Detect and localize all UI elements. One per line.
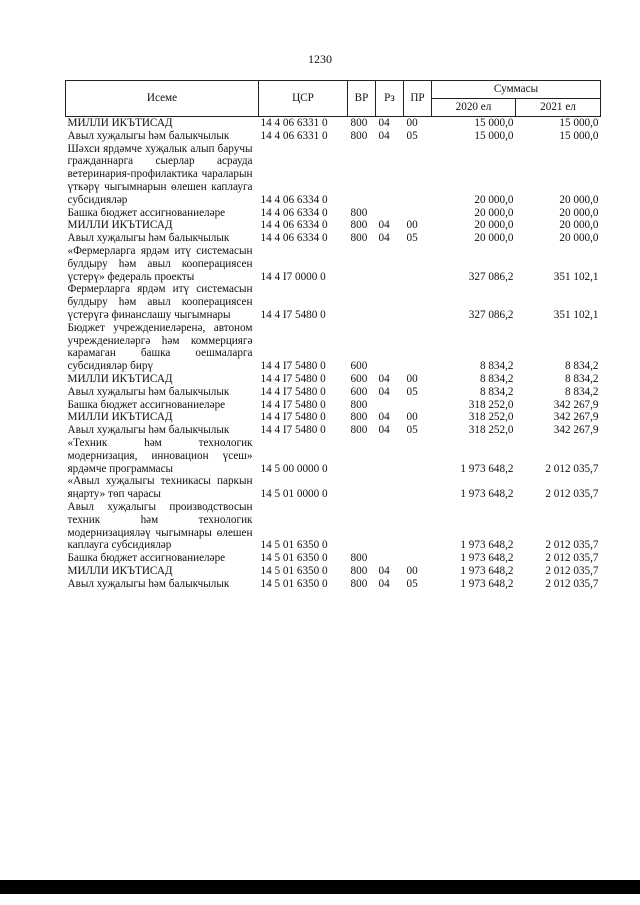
row-pr: [404, 475, 432, 501]
row-value-2020: 1 973 648,2: [460, 564, 514, 577]
table-header: [66, 81, 601, 117]
table-row: [66, 386, 601, 399]
row-value-2020: 318 252,0: [468, 424, 514, 437]
row-rz: 04: [378, 564, 390, 577]
table-body: [66, 117, 601, 591]
row-value-2021: 342 267,9: [553, 424, 599, 437]
table-row: [66, 219, 601, 232]
row-value-2021: 8 834,2: [564, 385, 599, 398]
row-value-2021: 20 000,0: [559, 219, 599, 232]
row-name: Авыл хуҗалыгы һәм балыкчылык: [67, 232, 230, 245]
table-row: [66, 245, 601, 283]
header-rz: Рз: [376, 81, 404, 117]
row-pr: 00: [406, 219, 418, 232]
row-vr: 800: [350, 129, 368, 142]
row-rz: 04: [378, 117, 390, 129]
row-vr: 800: [350, 577, 368, 590]
row-name: МИЛЛИ ИКЪТИСАД: [67, 411, 173, 424]
row-name: «Авыл хуҗалыгы техникасы паркын яңарту» төп чарасы: [67, 475, 253, 501]
row-rz: 04: [378, 385, 390, 398]
row-pr: [404, 143, 432, 207]
row-value-2021: 2 012 035,7: [545, 564, 599, 577]
row-name: Шәхси ярдәмче хуҗалык алып баручы гражданнарга сыерлар асрауда ветеринария-профилактика чараларын үткәрү чыгымнарын өлешен каплауга субсидияләр: [67, 142, 253, 206]
header-sums: Суммасы: [432, 81, 601, 99]
budget-table: [65, 80, 601, 590]
row-pr: [404, 207, 432, 220]
row-name: МИЛЛИ ИКЪТИСАД: [67, 117, 173, 129]
row-value-2021: 20 000,0: [559, 193, 599, 206]
row-vr: 800: [350, 232, 368, 245]
row-vr: 600: [350, 385, 368, 398]
row-csr: 14 4 I7 5480 0: [260, 398, 326, 411]
row-csr: 14 4 I7 5480 0: [260, 385, 326, 398]
row-value-2020: 8 834,2: [479, 385, 514, 398]
row-rz: [376, 501, 404, 552]
table-row: [66, 475, 601, 501]
row-name: Авыл хуҗалыгы һәм балыкчылык: [67, 129, 230, 142]
row-vr: [348, 475, 376, 501]
row-value-2021: 2 012 035,7: [545, 539, 599, 552]
scan-border-bar: [0, 880, 640, 894]
row-pr: [404, 552, 432, 565]
row-value-2020: 1 973 648,2: [460, 488, 514, 501]
table-row: [66, 552, 601, 565]
row-value-2021: 2 012 035,7: [545, 488, 599, 501]
row-vr: 800: [350, 219, 368, 232]
row-pr: 00: [406, 117, 418, 129]
row-value-2021: 351 102,1: [553, 270, 599, 283]
row-csr: 14 5 01 6350 0: [260, 539, 328, 552]
row-rz: 04: [378, 424, 390, 437]
row-name: Авыл хуҗалыгы производствосын техник һәм технологик модернизацияләү чыгымнары өлешен каплауга субсидияләр: [67, 500, 253, 552]
table-row: [66, 399, 601, 412]
row-pr: [404, 501, 432, 552]
row-rz: 04: [378, 219, 390, 232]
row-pr: [404, 245, 432, 283]
row-vr: [348, 501, 376, 552]
row-pr: 05: [406, 424, 418, 437]
row-value-2021: 342 267,9: [553, 411, 599, 424]
header-name: Исеме: [66, 81, 259, 117]
row-value-2020: 20 000,0: [474, 206, 514, 219]
row-csr: 14 4 06 6334 0: [260, 219, 328, 232]
row-rz: [376, 552, 404, 565]
row-rz: 04: [378, 372, 390, 385]
header-csr: ЦСР: [259, 81, 348, 117]
row-csr: 14 4 I7 0000 0: [260, 270, 326, 283]
row-csr: 14 5 01 6350 0: [260, 552, 328, 565]
row-csr: 14 5 01 0000 0: [260, 488, 328, 501]
row-csr: 14 5 01 6350 0: [260, 577, 328, 590]
row-rz: [376, 399, 404, 412]
row-rz: [376, 283, 404, 321]
row-name: Фермерларга ярдәм итү системасын булдыру һәм авыл кооперациясен үстерүгә финанслашу чыгымнары: [67, 283, 253, 321]
row-vr: [348, 143, 376, 207]
row-value-2020: 327 086,2: [468, 270, 514, 283]
row-value-2020: 8 834,2: [479, 360, 514, 373]
row-name: «Техник һәм технологик модернизация, инновацион үсеш» ярдәмче программасы: [67, 436, 253, 475]
row-vr: 800: [350, 206, 368, 219]
row-pr: 00: [406, 564, 418, 577]
row-value-2020: 15 000,0: [474, 129, 514, 142]
header-pr: ПР: [404, 81, 432, 117]
row-pr: [404, 437, 432, 475]
row-name: МИЛЛИ ИКЪТИСАД: [67, 219, 173, 232]
table-row: [66, 143, 601, 207]
table-row: [66, 424, 601, 437]
table-row: [66, 130, 601, 143]
row-value-2020: 1 973 648,2: [460, 462, 514, 475]
row-rz: [376, 322, 404, 373]
row-pr: 05: [406, 129, 418, 142]
table-row: [66, 322, 601, 373]
row-rz: 04: [378, 232, 390, 245]
row-pr: [404, 399, 432, 412]
row-pr: 05: [406, 232, 418, 245]
row-csr: 14 4 I7 5480 0: [260, 360, 326, 373]
row-rz: [376, 207, 404, 220]
row-value-2020: 327 086,2: [468, 308, 514, 321]
row-vr: [348, 283, 376, 321]
row-value-2021: 8 834,2: [564, 372, 599, 385]
row-rz: [376, 143, 404, 207]
row-name: МИЛЛИ ИКЪТИСАД: [67, 564, 173, 577]
row-pr: 05: [406, 385, 418, 398]
row-pr: [404, 283, 432, 321]
row-csr: 14 4 06 6334 0: [260, 206, 328, 219]
row-csr: 14 4 I7 5480 0: [260, 372, 326, 385]
row-vr: 800: [350, 552, 368, 565]
row-vr: 600: [350, 372, 368, 385]
row-vr: 800: [350, 398, 368, 411]
row-name: «Фермерларга ярдәм итү системасын булдыру һәм авыл кооперациясен үстерү» федераль проекты: [67, 244, 253, 283]
row-value-2020: 20 000,0: [474, 193, 514, 206]
table-row: [66, 411, 601, 424]
row-name: Бюджет учреждениеләренә, автоном учреждениеләргә һәм коммерциягә карамаган башка оешмаларга субсидияләр бирү: [67, 321, 253, 373]
row-pr: 05: [406, 577, 418, 590]
row-rz: 04: [378, 129, 390, 142]
header-vr: ВР: [348, 81, 376, 117]
row-value-2020: 1 973 648,2: [460, 577, 514, 590]
row-value-2020: 1 973 648,2: [460, 552, 514, 565]
row-rz: [376, 245, 404, 283]
row-value-2020: 1 973 648,2: [460, 539, 514, 552]
row-value-2021: 20 000,0: [559, 206, 599, 219]
row-pr: [404, 322, 432, 373]
table-row: [66, 283, 601, 321]
row-value-2020: 318 252,0: [468, 398, 514, 411]
row-vr: 800: [350, 564, 368, 577]
row-value-2021: 2 012 035,7: [545, 462, 599, 475]
row-name: Авыл хуҗалыгы һәм балыкчылык: [67, 385, 230, 398]
table-row: [66, 117, 601, 130]
row-name: МИЛЛИ ИКЪТИСАД: [67, 372, 173, 385]
row-name: Башка бюджет ассигнованиеләре: [67, 552, 226, 565]
row-csr: 14 4 06 6334 0: [260, 193, 328, 206]
row-value-2021: 2 012 035,7: [545, 552, 599, 565]
row-name: Башка бюджет ассигнованиеләре: [67, 398, 226, 411]
table-row: [66, 501, 601, 552]
row-value-2020: 15 000,0: [474, 117, 514, 129]
row-vr: [348, 437, 376, 475]
row-value-2021: 342 267,9: [553, 398, 599, 411]
row-value-2021: 15 000,0: [559, 117, 599, 129]
row-vr: 800: [350, 411, 368, 424]
table-row: [66, 207, 601, 220]
row-csr: 14 5 00 0000 0: [260, 462, 328, 475]
row-rz: [376, 437, 404, 475]
row-name: Авыл хуҗалыгы һәм балыкчылык: [67, 577, 230, 590]
row-pr: 00: [406, 372, 418, 385]
row-value-2020: 20 000,0: [474, 219, 514, 232]
row-vr: 600: [350, 360, 368, 373]
row-csr: 14 4 06 6334 0: [260, 232, 328, 245]
row-csr: 14 4 06 6331 0: [260, 117, 328, 129]
row-value-2020: 20 000,0: [474, 232, 514, 245]
row-vr: [348, 245, 376, 283]
row-value-2021: 20 000,0: [559, 232, 599, 245]
table-row: [66, 565, 601, 578]
header-year-2020: 2020 ел: [432, 99, 516, 117]
row-vr: 800: [350, 117, 368, 129]
header-year-2021: 2021 ел: [516, 99, 601, 117]
row-name: Авыл хуҗалыгы һәм балыкчылык: [67, 424, 230, 437]
row-csr: 14 5 01 6350 0: [260, 564, 328, 577]
row-rz: 04: [378, 411, 390, 424]
table-row: [66, 373, 601, 386]
row-csr: 14 4 I7 5480 0: [260, 424, 326, 437]
row-vr: 800: [350, 424, 368, 437]
row-csr: 14 4 I7 5480 0: [260, 411, 326, 424]
row-name: Башка бюджет ассигнованиеләре: [67, 206, 226, 219]
table-row: [66, 578, 601, 591]
page-number: 1230: [308, 52, 332, 66]
row-value-2021: 8 834,2: [564, 360, 599, 373]
table-row: [66, 437, 601, 475]
row-rz: [376, 475, 404, 501]
row-value-2021: 15 000,0: [559, 129, 599, 142]
row-value-2021: 351 102,1: [553, 308, 599, 321]
row-csr: 14 4 06 6331 0: [260, 129, 328, 142]
row-value-2020: 318 252,0: [468, 411, 514, 424]
row-value-2020: 8 834,2: [479, 372, 514, 385]
row-csr: 14 4 I7 5480 0: [260, 308, 326, 321]
row-pr: 00: [406, 411, 418, 424]
table-row: [66, 232, 601, 245]
row-rz: 04: [378, 577, 390, 590]
row-value-2021: 2 012 035,7: [545, 577, 599, 590]
